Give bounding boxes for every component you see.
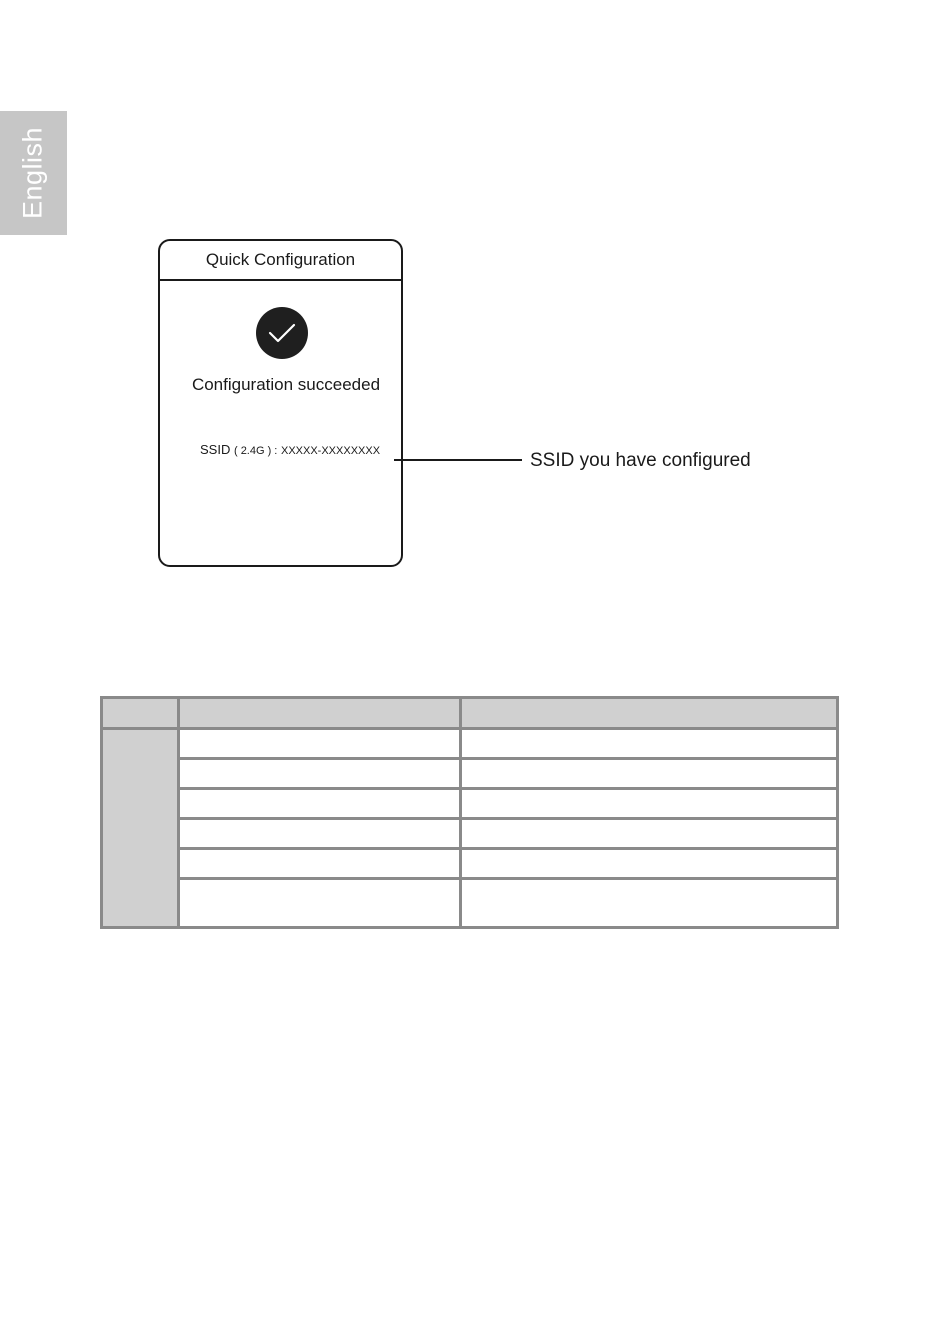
info-table bbox=[100, 696, 839, 929]
table-column-divider bbox=[177, 699, 180, 926]
table-header-divider bbox=[103, 727, 836, 730]
ssid-band: ( 2.4G ) : bbox=[233, 445, 278, 457]
callout-leader-line bbox=[394, 459, 522, 461]
status-text: Configuration succeeded bbox=[191, 375, 381, 394]
ssid-line bbox=[200, 442, 380, 457]
table-row-divider bbox=[179, 787, 836, 790]
ssid-value: XXXXX-XXXXXXXX bbox=[281, 445, 381, 457]
dialog-title: Quick Configuration bbox=[205, 250, 356, 269]
checkmark-circle-icon bbox=[256, 307, 308, 359]
table-column-divider bbox=[459, 699, 462, 926]
dialog-header bbox=[160, 241, 401, 281]
table-row-divider bbox=[179, 817, 836, 820]
quick-configuration-dialog bbox=[158, 239, 403, 567]
table-row-group-cell bbox=[103, 729, 179, 926]
table-row-divider bbox=[179, 757, 836, 760]
callout-label: SSID you have configured bbox=[530, 450, 751, 471]
language-tab-label: English bbox=[17, 126, 48, 220]
ssid-label: SSID bbox=[200, 442, 231, 457]
table-row-divider bbox=[179, 877, 836, 880]
language-tab bbox=[0, 111, 67, 235]
table-row-divider bbox=[179, 847, 836, 850]
table-header-row bbox=[103, 699, 836, 729]
